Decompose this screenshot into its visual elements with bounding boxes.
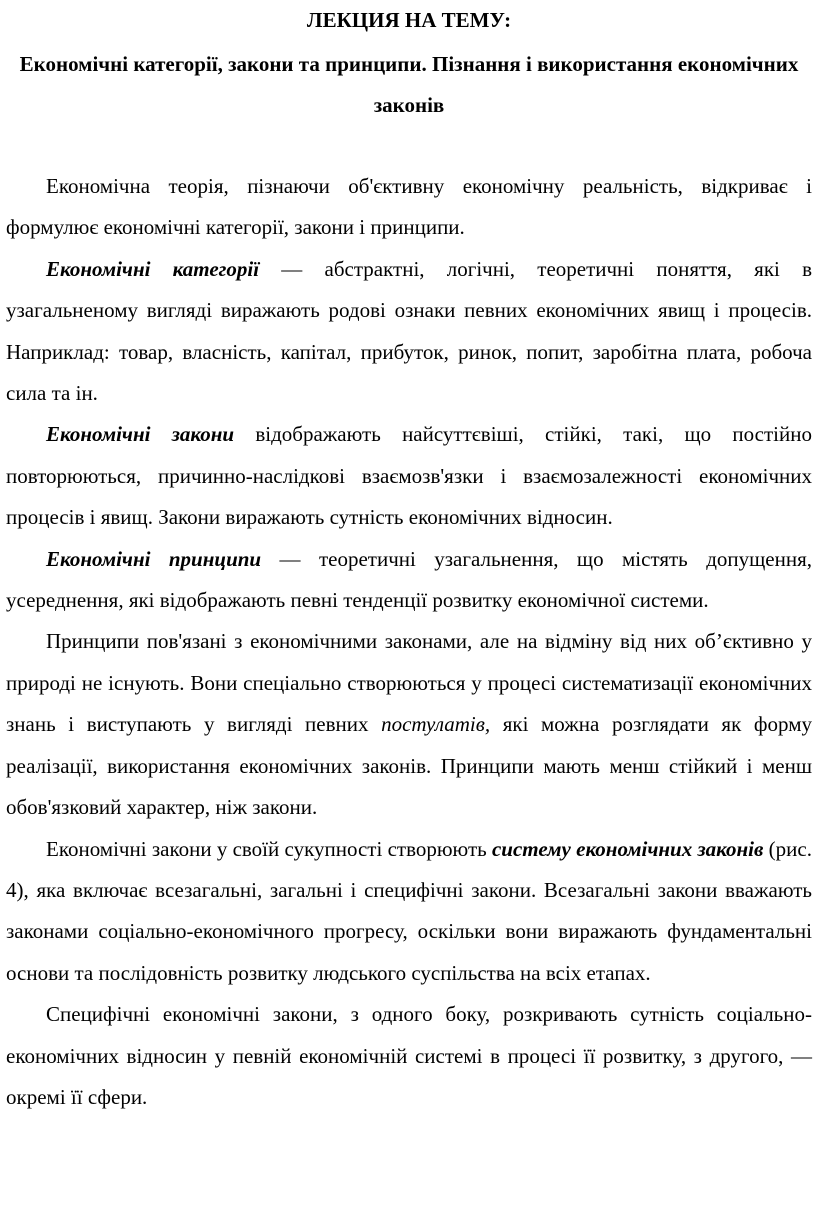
- paragraph-principles: [6, 539, 812, 622]
- paragraph-laws: [6, 414, 812, 538]
- paragraph-text: відображають найсуттєвіші, стійкі, такі, що постійно повторюються, причинно-наслідкові взаємозв'язки і взаємозалежності економічних процесів і явищ. Закони виражають сутність економічних відносин.: [6, 422, 812, 530]
- paragraph-postulates: [6, 621, 812, 828]
- lecture-title: ЛЕКЦИЯ НА ТЕМУ:: [306, 8, 512, 32]
- paragraph-law-system: [6, 829, 812, 995]
- paragraph-intro: [6, 166, 812, 249]
- paragraph-text: Специфічні економічні закони, з одного боку, розкривають сутність соціально-економічних відносин у певній економічній системі в процесі її розвитку, з другого, — окремі її сфери.: [6, 1002, 812, 1109]
- paragraph-text: (рис. 4), яка включає всезагальні, загальні і специфічні закони. Всезагальні закони вважають законами соціально-економічного прогресу, оскільки вони виражають фундаментальні основи та послідовність розвитку людського суспільства на всіх етапах.: [6, 836, 812, 985]
- paragraph-text: — теоретичні узагальнення, що містять допущення, усереднення, які відображають певні тенденції розвитку економічної системи.: [6, 546, 812, 613]
- paragraph-text: Економічні закони у своїй сукупності створюють: [46, 836, 492, 861]
- paragraph-categories: [6, 249, 812, 415]
- term-laws: Економічні закони: [46, 422, 235, 447]
- paragraph-text: які можна розглядати як форму реалізації, використання економічних законів. Принципи мають менш стійкий і менш обов'язковий характер, ніж закони.: [6, 712, 812, 820]
- term-law-system: систему економічних законів: [491, 836, 764, 861]
- term-categories: Економічні категорії: [46, 256, 260, 281]
- paragraph-text: — абстрактні, логічні, теоретичні поняття, які в узагальненому вигляді виражають родові ознаки певних економічних явищ і процесів. Наприклад: товар, власність, капітал, прибуток, ринок, попит, заробітна плата, робоча сила та ін.: [6, 256, 813, 406]
- lecture-subtitle: Економічні категорії, закони та принципи. Пізнання і використання економічних законів: [19, 52, 799, 117]
- paragraph-text: Принципи пов'язані з економічними законами, але на відміну від них об’єктивно у природі не існують. Вони спеціально створюються у процесі систематизації економічних знань і виступають у вигляді певних: [6, 629, 812, 737]
- spacer: [6, 126, 812, 166]
- paragraph-text: Економічна теорія, пізнаючи об'єктивну економічну реальність, відкриває і формулює економічні категорії, закони і принципи.: [6, 174, 812, 240]
- term-principles: Економічні принципи: [46, 546, 262, 571]
- emphasis-postulates: постулатів,: [381, 712, 491, 737]
- paragraph-specific-laws: [6, 994, 812, 1118]
